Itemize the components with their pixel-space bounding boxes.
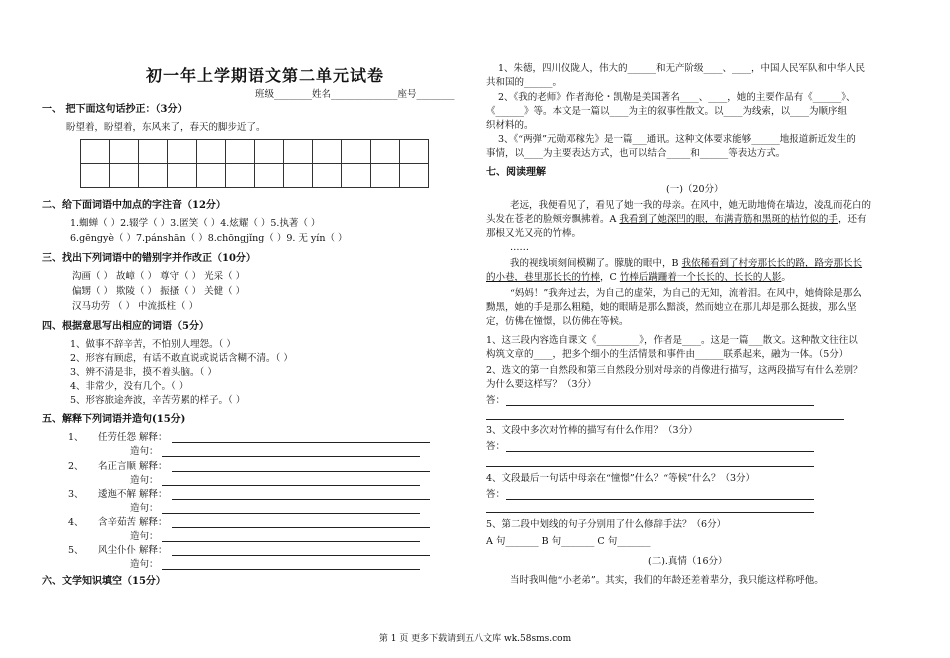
passage-1-para2-line2 — [486, 271, 791, 285]
answer-line[interactable] — [172, 527, 430, 528]
vocab-item-word: 含辛茹苦 解释： — [98, 517, 168, 528]
passage-1-para3-line3: 定，仿佛在憧憬，以仿佛在等候。 — [486, 316, 629, 327]
make-sentence-label: 造句： — [130, 446, 159, 457]
question-5: 5、第二段中划线的句子分别用了什么修辞手法？（6分） — [486, 519, 727, 530]
passage-text: 。 — [781, 272, 791, 283]
vocab-item-number: 3、 — [68, 489, 84, 500]
question-1-line2: 构筑文章的____，把多个细小的生活情景和事件由______联系起来，融为一体。（5分） — [486, 349, 849, 360]
grid-cell[interactable] — [81, 140, 110, 164]
grid-cell[interactable] — [139, 140, 168, 164]
answer-line[interactable] — [162, 456, 420, 457]
info-line: 班级________姓名______________座号________ — [255, 89, 455, 100]
vocab-item-word: 逶迤不解 解释： — [98, 489, 168, 500]
question-1: 1、这三段内容选自课文《_________》，作者是____。这是一篇___散文。这种散文往往以 — [486, 335, 858, 346]
section-2-row: 1.蜘蝉（ ）2.辍学（ ）3.匿笑（ ）4.炫耀（ ）5.执著（ ） — [70, 218, 321, 229]
grid-cell[interactable] — [110, 164, 139, 188]
section-3-heading: 三、找出下列词语中的错别字并作改正（10分） — [42, 253, 256, 264]
vocab-item-number: 2、 — [68, 461, 84, 472]
answer-line[interactable] — [506, 405, 814, 406]
grid-cell[interactable] — [313, 164, 342, 188]
make-sentence-label: 造句： — [130, 531, 159, 542]
section-4-item: 4、非常少，没有几个。（ ） — [70, 381, 189, 392]
section-4-item: 5、形容旅途奔波，辛苦劳累的样子。（ ） — [70, 395, 246, 406]
writing-grid — [80, 139, 429, 188]
make-sentence-label: 造句： — [130, 475, 159, 486]
answer-line[interactable] — [172, 499, 430, 500]
passage-2-line: 当时我叫他“小老弟”。其实，我们的年龄还差着辈分，我只能这样称呼他。 — [510, 575, 824, 586]
page-title: 初一年上学期语文第二单元试卷 — [146, 66, 385, 85]
question-2-line2: 为什么要这样写？（3分） — [486, 379, 597, 390]
section-4-item: 2、形容有顾虑，有话不敢直说或说话含糊不清。（ ） — [70, 353, 293, 364]
section-3-row: 偏甥（ ） 欺陵（ ） 振搔（ ） 关健（ ） — [72, 286, 246, 297]
grid-cell[interactable] — [371, 140, 400, 164]
grid-cell[interactable] — [226, 164, 255, 188]
section-3-row: 沟画（ ） 故嶂（ ） 尊守（ ） 光采（ ） — [72, 271, 246, 282]
grid-cell[interactable] — [342, 164, 371, 188]
section-6-heading: 六、文学知识填空（15分） — [42, 576, 166, 587]
answer-line[interactable] — [172, 555, 430, 556]
grid-cell[interactable] — [226, 140, 255, 164]
sentence-marker-b: B — [671, 258, 679, 269]
grid-cell[interactable] — [139, 164, 168, 188]
section-2-heading: 二、给下面词语中加点的字注音（12分） — [42, 200, 226, 211]
passage-2-title: (二).真情（16分） — [648, 556, 728, 567]
grid-cell[interactable] — [284, 164, 313, 188]
section-5-heading: 五、解释下列词语并造句(15分) — [42, 414, 186, 425]
question-5-options: A 句_______ B 句_______ C 句_______ — [486, 536, 651, 547]
grid-cell[interactable] — [313, 140, 342, 164]
answer-label: 答： — [486, 395, 506, 406]
grid-cell[interactable] — [197, 164, 226, 188]
lit-fill-1b: 共和国的______。 — [486, 77, 563, 88]
passage-1-para1-line2 — [486, 213, 866, 227]
passage-text: ，还有 — [837, 214, 867, 225]
answer-line[interactable] — [486, 512, 814, 513]
passage-1-para1: 老远，我便看见了，看见了她一我的母亲。在风中，她无助地倚在墙边，凌乱而花白的 — [510, 200, 872, 211]
question-3: 3、文段中多次对竹棒的描写有什么作用？（3分） — [486, 425, 698, 436]
answer-line[interactable] — [162, 513, 420, 514]
vocab-item-word: 名正言顺 解释： — [98, 461, 168, 472]
page-footer: 第 1 页 更多下载请到五八文库 wk.58sms.com — [378, 634, 572, 644]
sentence-marker-c: C — [609, 272, 617, 283]
sentence-marker-a: A — [609, 214, 617, 225]
grid-row — [81, 164, 429, 188]
passage-text: ， — [600, 272, 610, 283]
make-sentence-label: 造句： — [130, 503, 159, 514]
answer-line[interactable] — [506, 451, 814, 452]
lit-fill-2b: 《______》等。本文是一篇以____为主的叙事性散文。以____为线索，以____为顺序组 — [486, 106, 848, 117]
grid-cell[interactable] — [342, 140, 371, 164]
passage-text: 头发在苍老的脸颊旁飘拂着。 — [486, 214, 610, 225]
answer-line[interactable] — [486, 419, 844, 420]
lit-fill-3b: 事情，以____为主要表达方式，也可以结合_____和______等表达方式。 — [486, 148, 786, 159]
answer-line[interactable] — [172, 471, 430, 472]
section-4-item: 3、辨不清是非，摸不着头脑。（ ） — [70, 367, 217, 378]
make-sentence-label: 造句： — [130, 559, 159, 570]
answer-line[interactable] — [506, 499, 814, 500]
answer-line[interactable] — [162, 569, 420, 570]
answer-line[interactable] — [162, 485, 420, 486]
section-2-row: 6.gēngyè（ ）7.pánshān（ ）8.chōngjǐng（ ）9. 无 yín（ ） — [70, 233, 348, 244]
answer-line[interactable] — [162, 541, 420, 542]
vocab-item-word: 风尘仆仆 解释： — [98, 545, 168, 556]
section-7-heading: 七、阅读理解 — [486, 167, 546, 178]
ellipsis: …… — [510, 242, 529, 253]
passage-1-para3: “妈妈！”我奔过去，为自己的虚荣，为自己的无知，流着泪。在风中，她倚除是那么 — [510, 288, 862, 299]
underlined-sentence-b: 我依稀看到了村旁那长长的路，路旁那长长 — [681, 258, 863, 269]
section-1-heading: 一、 把下面这句话抄正：（3分） — [42, 104, 188, 115]
vocab-item-number: 4、 — [68, 517, 84, 528]
answer-line[interactable] — [172, 442, 430, 443]
answer-label: 答： — [486, 489, 506, 500]
vocab-item-word: 任劳任怨 解释： — [98, 432, 168, 443]
lit-fill-2a: 2、《我的老师》作者海伦・凯勒是美国著名____、____，她的主要作品有《______》、 — [498, 92, 856, 103]
grid-cell[interactable] — [371, 164, 400, 188]
grid-cell[interactable] — [400, 140, 429, 164]
lit-fill-1a: 1、朱德，四川仪陇人，伟大的______和无产阶级____、____，中国人民军队和中华人民 — [498, 63, 866, 74]
section-3-row: 汉马功劳 （ ） 中流抵柱（ ） — [72, 301, 199, 312]
grid-cell[interactable] — [400, 164, 429, 188]
section-1-sentence: 盼望着，盼望着，东风来了，春天的脚步近了。 — [66, 122, 266, 133]
lit-fill-3a: 3、《“两弹”元勋邓稼先》是一篇___通讯。这种文体要求能够______地报道新近发生的 — [498, 134, 856, 145]
underlined-sentence-a: 我看到了她深凹的眼，布满青筋和黑斑的枯竹似的手 — [619, 214, 838, 225]
section-4-heading: 四、根据意思写出相应的词语（5分） — [42, 321, 209, 332]
grid-cell[interactable] — [110, 140, 139, 164]
question-4: 4、文段最后一句话中母亲在“憧憬”什么？“等候”什么？（3分） — [486, 473, 756, 484]
grid-cell[interactable] — [81, 164, 110, 188]
question-2: 2、选文的第一自然段和第三自然段分别对母亲的肖像进行描写，这两段描写有什么差别？ — [486, 365, 863, 376]
vocab-item-number: 1、 — [68, 432, 84, 443]
grid-cell[interactable] — [168, 164, 197, 188]
passage-1-para3-line2: 黝黑，她的手是那么粗糙，她的眼睛是那么黯淡，然而她立在那儿却是那么挺拔，那么坚 — [486, 302, 857, 313]
grid-cell[interactable] — [255, 140, 284, 164]
grid-row — [81, 140, 429, 164]
answer-line[interactable] — [486, 466, 814, 467]
vocab-item-number: 5、 — [68, 545, 84, 556]
passage-1-para1-line3: 那根又光又亮的竹棒。 — [486, 228, 582, 239]
grid-cell[interactable] — [168, 140, 197, 164]
grid-cell[interactable] — [284, 140, 313, 164]
underlined-sentence-b: 的小巷，巷里那长长的竹棒 — [486, 272, 601, 283]
passage-1-title: (一)（20分） — [666, 184, 724, 195]
lit-fill-2c: 织材料的。 — [486, 120, 534, 131]
section-4-item: 1、做事不辞辛苦，不怕别人埋怨。（ ） — [70, 339, 236, 350]
grid-cell[interactable] — [255, 164, 284, 188]
answer-label: 答： — [486, 441, 506, 452]
underlined-sentence-c: 竹棒后蹒跚着一个长长的、长长的人影 — [619, 272, 782, 283]
passage-1-para2 — [510, 257, 862, 271]
grid-cell[interactable] — [197, 140, 226, 164]
passage-text: 我的视线顷刻间模糊了。朦胧的眼中， — [510, 258, 672, 269]
